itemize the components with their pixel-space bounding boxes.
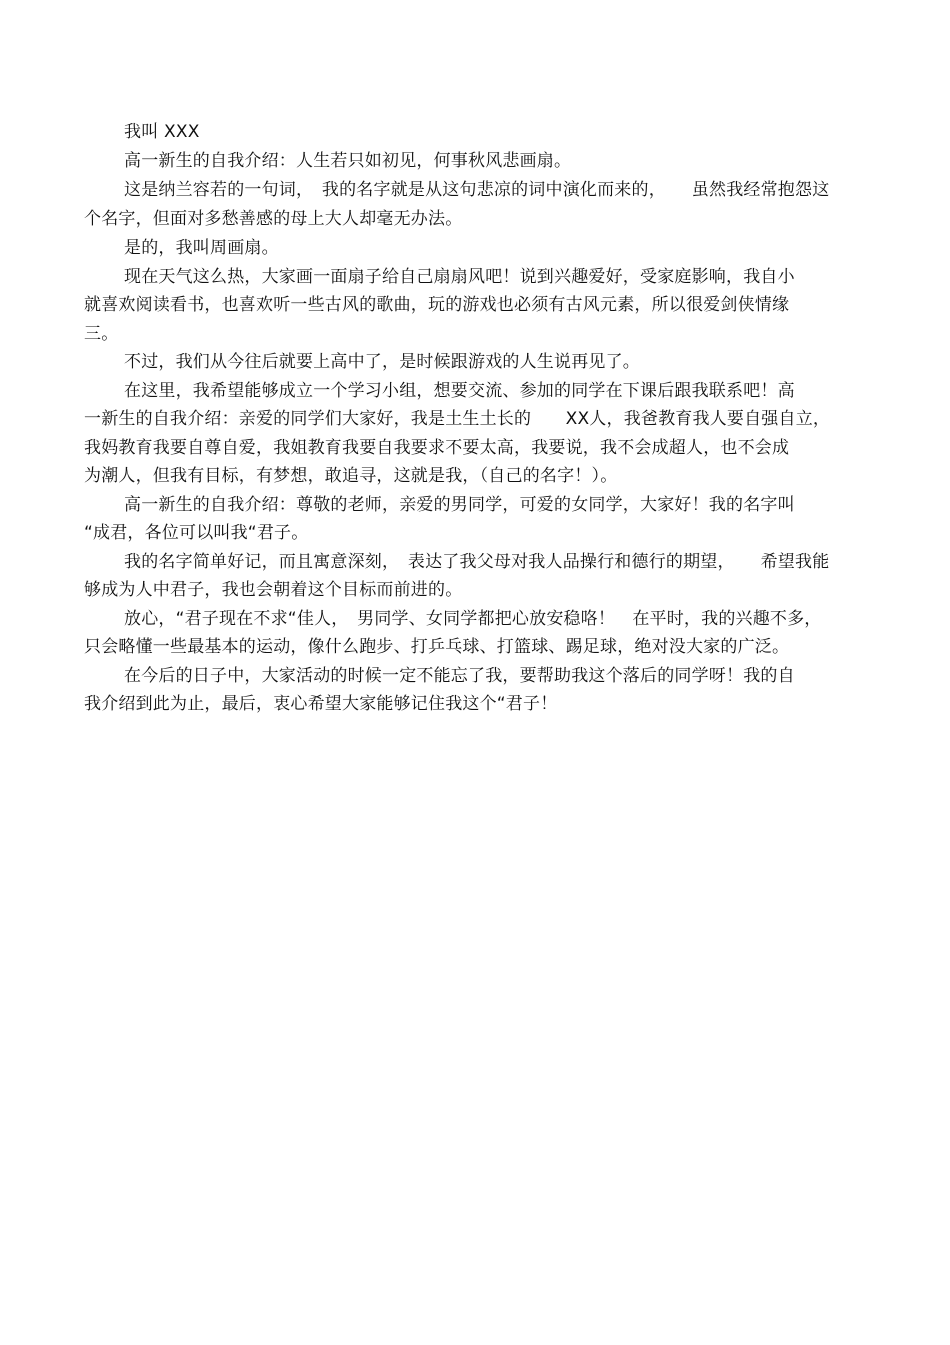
paragraph-line: 不过，我们从今往后就要上高中了，是时候跟游戏的人生说再见了。	[124, 352, 640, 372]
paragraph-line: 高一新生的自我介绍：尊敬的老师，亲爱的男同学，可爱的女同学，大家好！我的名字叫	[124, 495, 795, 515]
paragraph-line: 只会略懂一些最基本的运动，像什么跑步、打乒乓球、打篮球、踢足球，绝对没大家的广泛。	[84, 637, 790, 657]
paragraph-line: “成君，各位可以叫我“君子。	[84, 523, 309, 543]
paragraph-line: 就喜欢阅读看书，也喜欢听一些古风的歌曲，玩的游戏也必须有古风元素，所以很爱剑侠情缘	[84, 295, 790, 315]
paragraph-line: 够成为人中君子，我也会朝着这个目标而前进的。	[84, 580, 463, 600]
paragraph-line: 我妈教育我要自尊自爱，我姐教育我要自我要求不要太高，我要说，我不会成超人，也不会成	[84, 438, 790, 458]
paragraph-line: 我介绍到此为止，最后，衷心希望大家能够记住我这个“君子！	[84, 694, 558, 714]
paragraph-line: 个名字，但面对多愁善感的母上大人却毫无办法。	[84, 209, 463, 229]
line-name: 我叫 XXX	[124, 122, 200, 142]
paragraph-line: 为潮人，但我有目标，有梦想，敢追寻，这就是我，（自己的名字！）。	[84, 466, 618, 486]
line-intro-1: 高一新生的自我介绍：人生若只如初见，何事秋风悲画扇。	[124, 151, 572, 171]
paragraph-line: 这是纳兰容若的一句词， 我的名字就是从这句悲凉的词中演化而来的， 虽然我经常抱怨这	[124, 180, 830, 200]
paragraph-line: 三。	[84, 324, 119, 344]
paragraph-line: 我的名字简单好记，而且寓意深刻， 表达了我父母对我人品操行和德行的期望， 希望我能	[124, 552, 830, 572]
paragraph-line: 放心，“君子现在不求“佳人， 男同学、女同学都把心放安稳咯！ 在平时，我的兴趣不多，	[124, 609, 822, 629]
paragraph-line: 一新生的自我介绍：亲爱的同学们大家好，我是土生土长的 XX人，我爸教育我人要自强自立，	[84, 409, 831, 429]
paragraph-line: 在今后的日子中，大家活动的时候一定不能忘了我，要帮助我这个落后的同学呀！我的自	[124, 666, 795, 686]
paragraph-line: 现在天气这么热，大家画一面扇子给自己扇扇风吧！说到兴趣爱好，受家庭影响，我自小	[124, 267, 795, 287]
paragraph-line: 是的，我叫周画扇。	[124, 238, 279, 258]
paragraph-line: 在这里，我希望能够成立一个学习小组，想要交流、参加的同学在下课后跟我联系吧！高	[124, 381, 795, 401]
